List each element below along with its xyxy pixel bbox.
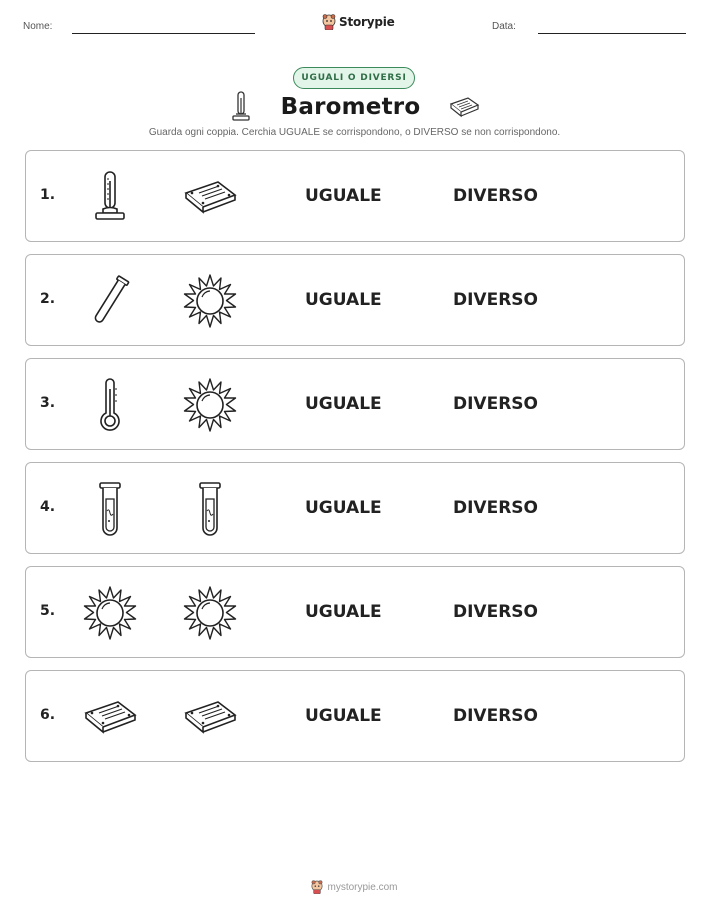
same-option[interactable]: UGUALE xyxy=(305,186,382,206)
left-image xyxy=(82,169,138,225)
right-image xyxy=(182,377,238,433)
filled-test-tube-icon xyxy=(82,481,138,537)
same-option[interactable]: UGUALE xyxy=(305,706,382,726)
different-option[interactable]: DIVERSO xyxy=(453,186,538,206)
different-option[interactable]: DIVERSO xyxy=(453,498,538,518)
barometer-plate-icon xyxy=(182,689,238,745)
page-title: Barometro xyxy=(280,94,421,120)
barometer-plate-icon xyxy=(448,95,480,119)
right-image xyxy=(182,585,238,641)
comparison-row xyxy=(25,670,685,762)
comparison-row xyxy=(25,566,685,658)
row-number: 4. xyxy=(40,499,56,515)
thermometer-icon xyxy=(229,90,253,124)
right-image xyxy=(182,273,238,329)
right-image xyxy=(182,689,238,745)
storypie-mascot-icon xyxy=(311,880,323,894)
name-label: Nome: xyxy=(23,21,53,32)
same-option[interactable]: UGUALE xyxy=(305,602,382,622)
thermometer-barometer-icon xyxy=(82,169,138,225)
sun-icon xyxy=(182,585,238,641)
different-option[interactable]: DIVERSO xyxy=(453,706,538,726)
sun-icon xyxy=(182,377,238,433)
left-image xyxy=(82,377,138,433)
brand-name: Storypie xyxy=(339,15,395,29)
different-option[interactable]: DIVERSO xyxy=(453,290,538,310)
filled-test-tube-icon xyxy=(182,481,238,537)
left-image xyxy=(82,481,138,537)
footer-url[interactable]: mystorypie.com xyxy=(327,881,398,893)
left-image xyxy=(82,273,138,329)
row-number: 5. xyxy=(40,603,56,619)
comparison-row xyxy=(25,358,685,450)
right-image xyxy=(182,169,238,225)
row-number: 6. xyxy=(40,707,56,723)
thermometer-icon xyxy=(82,377,138,433)
left-image xyxy=(82,585,138,641)
row-number: 2. xyxy=(40,291,56,307)
comparison-row xyxy=(25,462,685,554)
row-number: 3. xyxy=(40,395,56,411)
different-option[interactable]: DIVERSO xyxy=(453,602,538,622)
test-tube-icon xyxy=(82,273,138,329)
right-image xyxy=(182,481,238,537)
date-line[interactable] xyxy=(538,33,686,34)
same-option[interactable]: UGUALE xyxy=(305,394,382,414)
same-option[interactable]: UGUALE xyxy=(305,290,382,310)
brand-logo xyxy=(322,14,395,30)
instructions: Guarda ogni coppia. Cerchia UGUALE se corrispondono, o DIVERSO se non corrispondono. xyxy=(148,127,561,138)
different-option[interactable]: DIVERSO xyxy=(453,394,538,414)
barometer-plate-icon xyxy=(82,689,138,745)
row-number: 1. xyxy=(40,187,56,203)
barometer-plate-icon xyxy=(182,169,238,225)
name-line[interactable] xyxy=(72,33,255,34)
same-option[interactable]: UGUALE xyxy=(305,498,382,518)
worksheet-type-badge: UGUALI O DIVERSI xyxy=(293,67,415,89)
date-label: Data: xyxy=(492,21,516,32)
title-row xyxy=(0,90,709,124)
sun-icon xyxy=(82,585,138,641)
storypie-mascot-icon xyxy=(322,14,336,30)
footer xyxy=(0,880,709,894)
comparison-row xyxy=(25,150,685,242)
comparison-row xyxy=(25,254,685,346)
sun-icon xyxy=(182,273,238,329)
left-image xyxy=(82,689,138,745)
